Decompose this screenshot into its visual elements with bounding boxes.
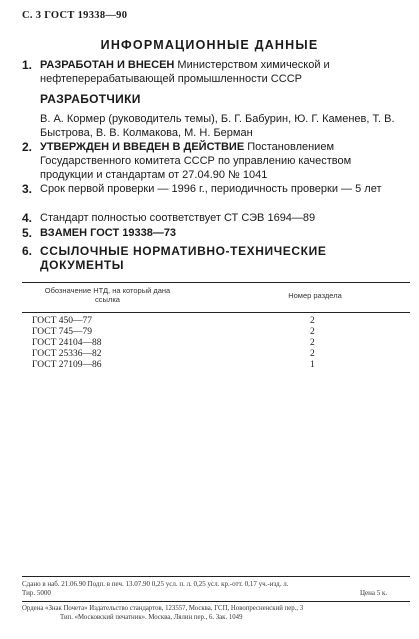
item-heading: ССЫЛОЧНЫЕ НОРМАТИВНО-ТЕХНИЧЕСКИЕ ДОКУМЕНТЫ	[40, 244, 327, 272]
item-heading: ВЗАМЕН ГОСТ 19338—73	[40, 227, 177, 239]
info-item-5	[22, 226, 407, 240]
info-item-1	[22, 58, 407, 86]
table-row-section: 1	[310, 360, 315, 370]
table-top-rule	[22, 282, 410, 283]
table-row-section: 2	[310, 349, 315, 359]
item-text: Срок первой проверки — 1996 г., периодичность проверки — 5 лет	[40, 183, 382, 195]
developers-label: РАЗРАБОТЧИКИ	[40, 92, 141, 106]
footer-top-rule	[22, 576, 410, 577]
table-row-section: 2	[310, 327, 315, 337]
imprint-printer: Тип. «Московский печатник». Москва, Лялин пер., 6. Зак. 1049	[60, 614, 243, 621]
info-item-2	[22, 140, 407, 182]
item-number: 6.	[22, 244, 33, 258]
item-number: 5.	[22, 226, 33, 240]
item-number: 3.	[22, 182, 33, 196]
table-row-doc: ГОСТ 24104—88	[32, 338, 102, 348]
info-item-4	[22, 211, 407, 225]
table-row-doc: ГОСТ 27109—86	[32, 360, 102, 370]
imprint-print-run: Тир. 5000	[22, 589, 51, 597]
table-row-doc: ГОСТ 25336—82	[32, 349, 102, 359]
table-col2-header: Номер раздела	[288, 291, 342, 300]
item-text: Стандарт полностью соответствует СТ СЭВ 1694—89	[40, 212, 316, 224]
info-item-3	[22, 182, 407, 196]
developers-list: В. А. Кормер (руководитель темы), Б. Г. Бабурин, Ю. Г. Каменев, Т. В. Быстрова, В. В. Колмакова, М. Н. Берман	[40, 113, 395, 139]
table-row-section: 2	[310, 316, 315, 326]
item-heading: УТВЕРЖДЕН И ВВЕДЕН В ДЕЙСТВИЕ	[40, 141, 245, 153]
item-number: 4.	[22, 211, 33, 225]
table-row-doc: ГОСТ 745—79	[32, 327, 92, 337]
imprint-line-1: Сдано в наб. 21.06.90 Подп. в печ. 13.07.90 0,25 усл. п. л. 0,25 усл. кр.-отт. 0,17 уч.-изд. л.	[22, 580, 289, 588]
item-heading: РАЗРАБОТАН И ВНЕСЕН	[40, 59, 175, 71]
item-text: Министерством химической и нефтеперерабатывающей промышленности СССР	[40, 59, 330, 85]
page-title: ИНФОРМАЦИОННЫЕ ДАННЫЕ	[100, 38, 319, 52]
info-item-6	[22, 244, 407, 272]
page-header: С. 3 ГОСТ 19338—90	[22, 10, 128, 21]
item-number: 2.	[22, 140, 33, 154]
table-col1-header: Обозначение НТД, на который дана ссылка	[44, 286, 171, 304]
imprint-publisher: Ордена «Знак Почета» Издательство стандартов, 123557, Москва, ГСП, Новопресненский пер., 3	[22, 605, 304, 612]
item-text: Постановлением Государственного комитета СССР по управлению качеством продукции и стандартам от 27.04.90 № 1041	[40, 141, 352, 181]
table-header-rule	[22, 312, 410, 313]
table-row-section: 2	[310, 338, 315, 348]
imprint-price: Цена 5 к.	[360, 589, 388, 597]
footer-mid-rule	[22, 601, 410, 602]
item-number: 1.	[22, 58, 33, 72]
table-row-doc: ГОСТ 450—77	[32, 316, 92, 326]
